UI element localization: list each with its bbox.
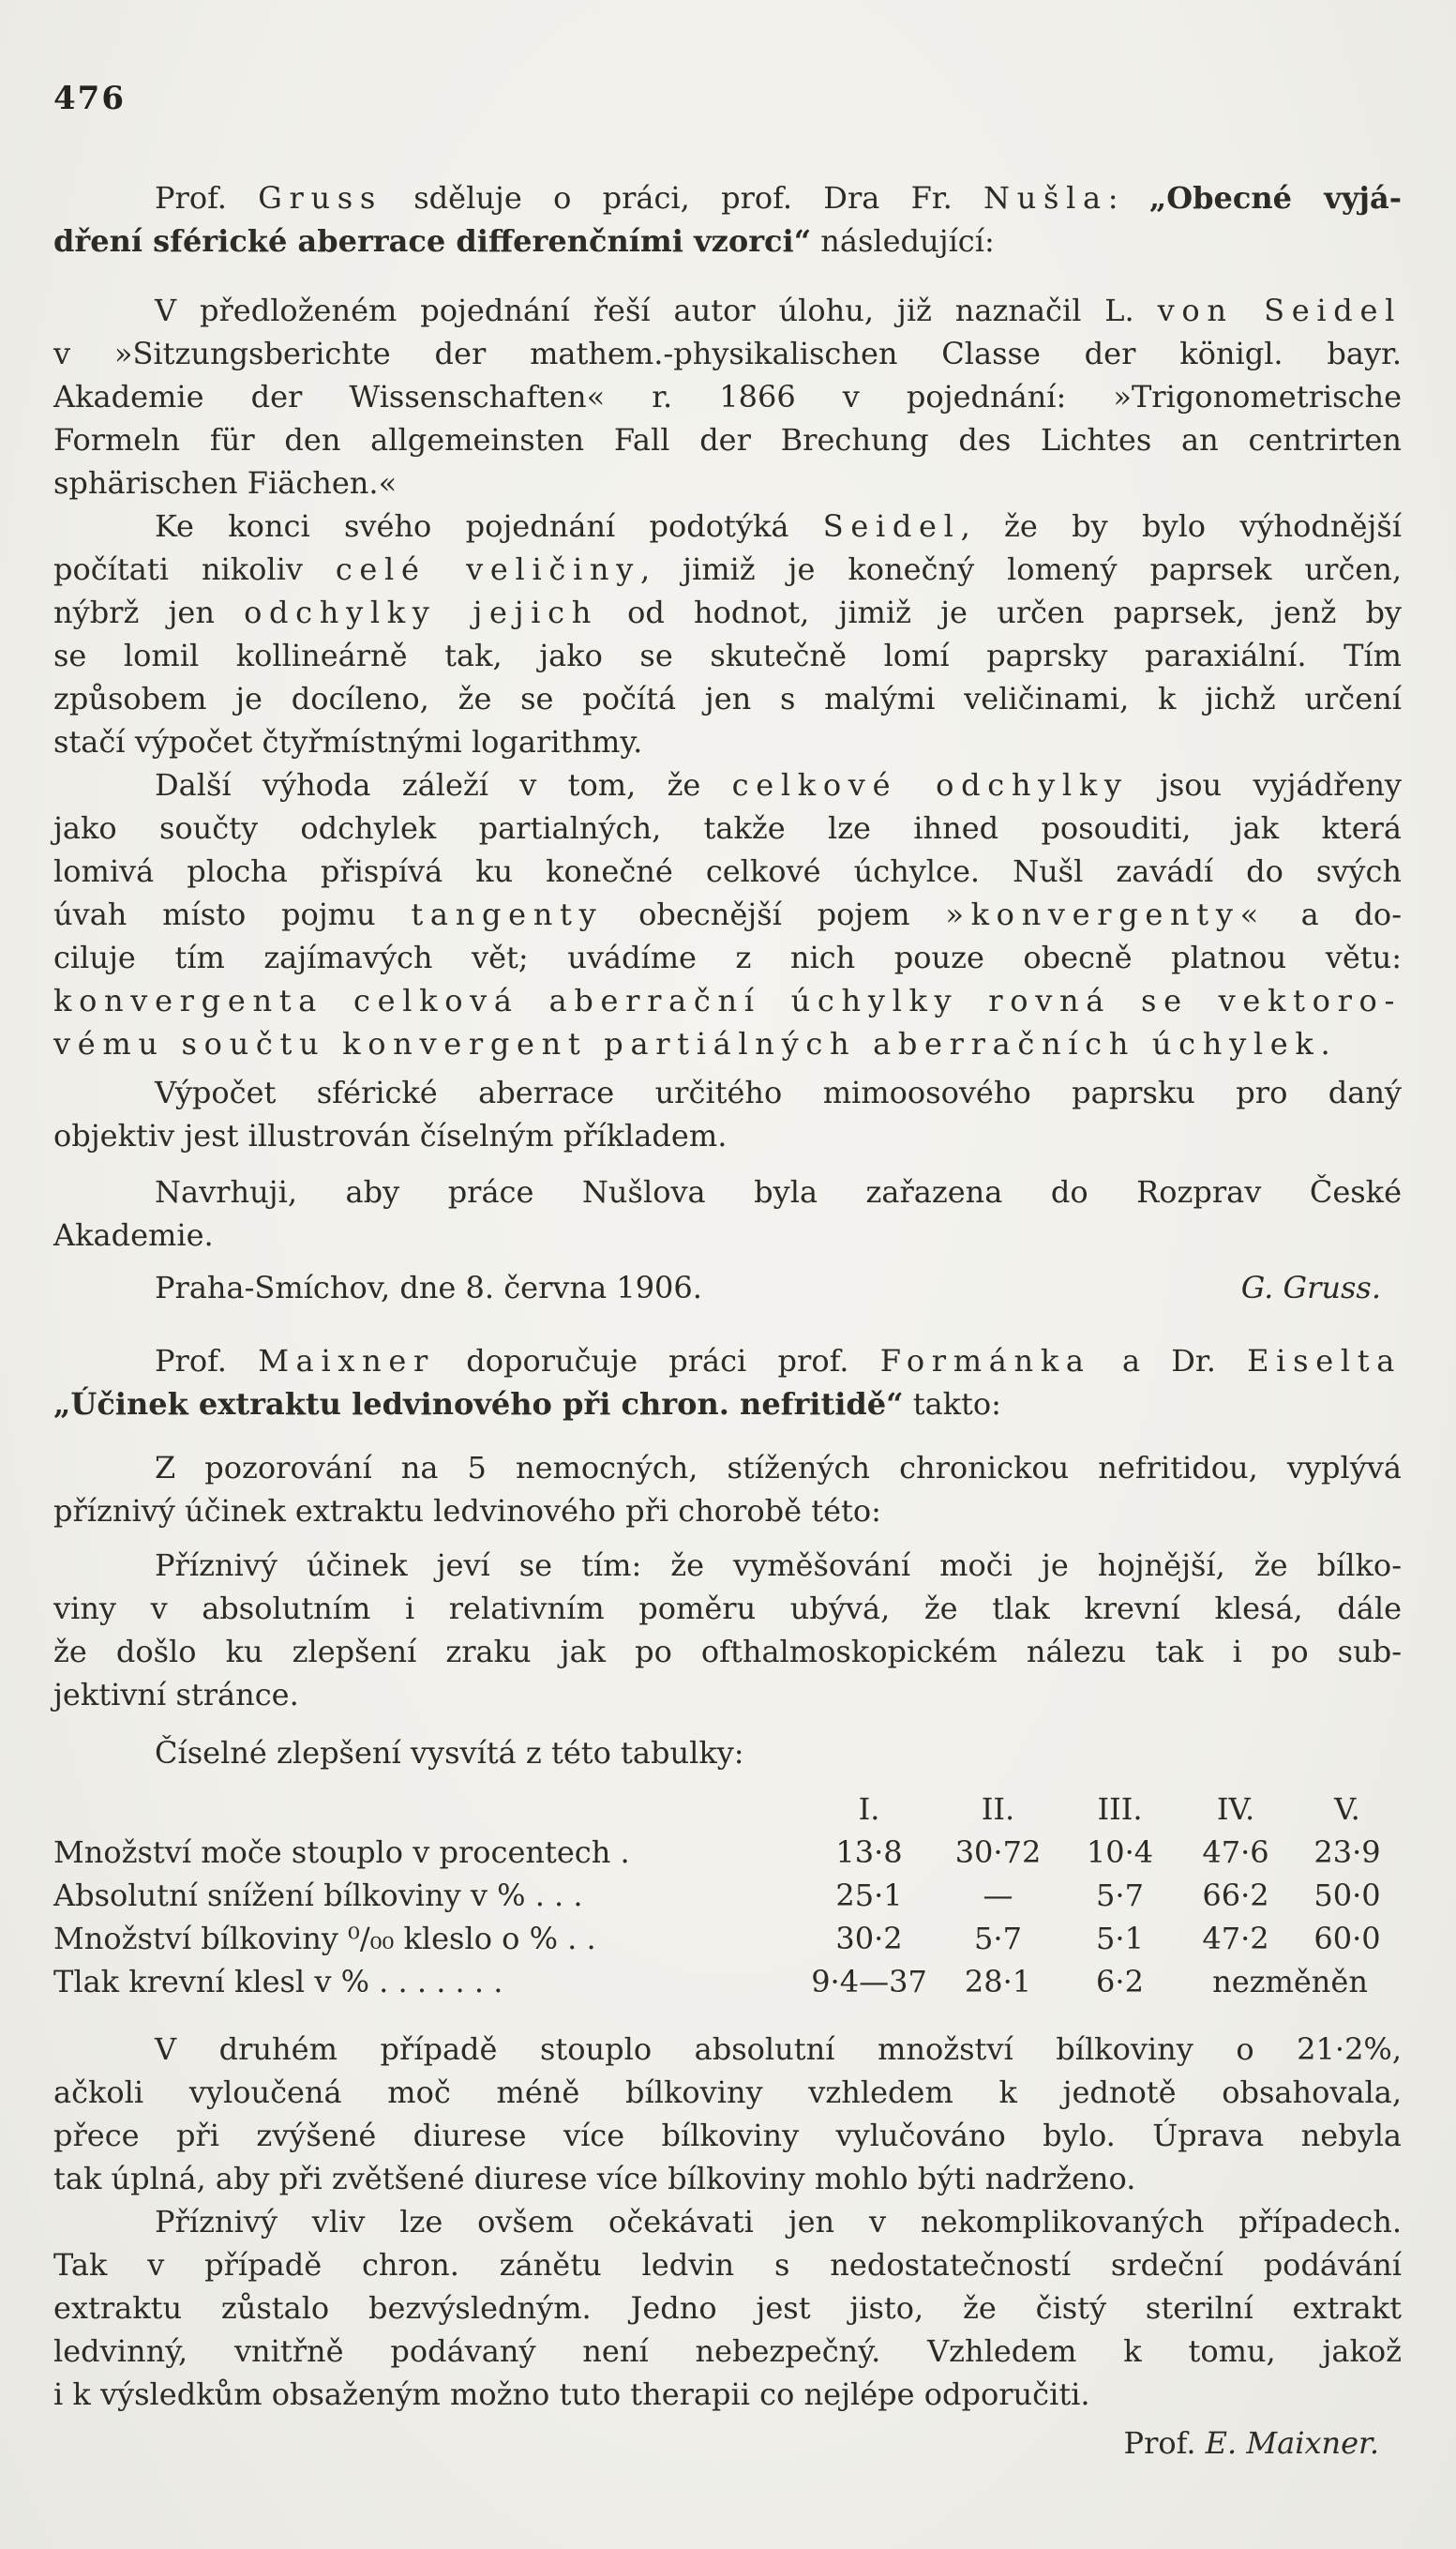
column-header: III. xyxy=(1097,1791,1143,1827)
work-title-bold: „Obecné vyjá- xyxy=(1148,180,1403,216)
spaced-term: celkové odchylky xyxy=(731,767,1129,803)
row-label: Množství moče stouplo v procentech . xyxy=(53,1834,630,1870)
text-line xyxy=(53,807,1402,850)
text-segment: počítati nikoliv xyxy=(53,551,336,587)
text-segment: : xyxy=(1107,180,1149,216)
paragraph-table-lead-in xyxy=(53,1731,1402,1774)
row-label: Tlak krevní klesl v % . . . . . . . xyxy=(53,1964,503,1999)
table-cell: 30·72 xyxy=(954,1834,1042,1870)
text-segment: i k výsledkům obsaženým možno tuto therapii co nejlépe odporučiti. xyxy=(53,2376,1090,2412)
text-segment: sděluje o práci, prof. Dra Fr. xyxy=(382,180,984,216)
table-cell: 5·1 xyxy=(1096,1921,1144,1956)
paragraph-effects xyxy=(53,1544,1402,1716)
text-line xyxy=(53,1587,1402,1630)
text-segment: Z pozorování na 5 nemocných, stížených chronickou nefritidou, vyplývá xyxy=(155,1450,1402,1486)
text-line xyxy=(53,176,1402,219)
spaced-name-gruss: Gruss xyxy=(258,180,383,216)
table-row xyxy=(53,1960,1402,2003)
text-line xyxy=(53,591,1402,634)
text-line xyxy=(53,850,1402,893)
table-header-empty xyxy=(53,1787,803,1831)
text-line xyxy=(53,2286,1402,2330)
text-segment: Tak v případě chron. zánětu ledvin s nedostatečností srdeční podávání xyxy=(53,2247,1402,2283)
text-segment: viny v absolutním i relativním poměru ubývá, že tlak krevní klesá, dále xyxy=(53,1591,1402,1626)
table-cell: 60·0 xyxy=(1313,1921,1381,1956)
text-segment: jako součty odchylek partialných, takže lze ihned posouditi, jak která xyxy=(53,810,1402,846)
spaced-name-seidel: Seidel xyxy=(822,508,961,544)
table-cell: 23·9 xyxy=(1313,1834,1381,1870)
text-segment: V předloženém pojednání řeší autor úlohu, již naznačil L. xyxy=(155,293,1158,328)
row-label: Absolutní snížení bílkoviny v % . . . xyxy=(53,1878,583,1913)
table-cell: — xyxy=(983,1878,1013,1913)
text-line xyxy=(53,2028,1402,2071)
table-cell: 13·8 xyxy=(835,1834,903,1870)
table-cell: nezměněn xyxy=(1212,1964,1368,1999)
text-segment: obecnější pojem xyxy=(603,897,946,932)
table-row xyxy=(53,1874,1402,1917)
work-title-bold: „Účinek extraktu ledvinového při chron. nefritidě“ xyxy=(53,1386,904,1422)
text-segment: způsobem je docíleno, že se počítá jen s malými veličinami, k jichž určení xyxy=(53,681,1402,716)
text-segment: , jimiž je konečný lomený paprsek určen, xyxy=(639,551,1403,587)
signature-line xyxy=(53,2421,1402,2465)
text-segment: nýbrž jen xyxy=(53,595,245,630)
text-line xyxy=(53,2243,1402,2286)
text-segment: a Dr. xyxy=(1090,1343,1248,1379)
text-line xyxy=(53,763,1402,807)
text-line xyxy=(53,634,1402,677)
signature-maixner: E. Maixner. xyxy=(1205,2425,1379,2461)
spaced-name-von-seidel: von Seidel xyxy=(1157,293,1402,328)
table-cell: 28·1 xyxy=(964,1964,1032,1999)
date-and-signature-line xyxy=(53,1266,1402,1309)
text-line xyxy=(53,1630,1402,1673)
text-segment: lomivá plocha přispívá ku konečné celkové úchylce. Nušl zavádí do svých xyxy=(53,853,1402,889)
work-title-bold: dření sférické aberrace differenčními vzorci“ xyxy=(53,223,812,259)
table-cell: 25·1 xyxy=(835,1878,903,1913)
paragraph-proposal xyxy=(53,1170,1402,1257)
spaced-term: »konvergenty« xyxy=(945,897,1266,932)
text-segment: Ke konci svého pojednání podotýká xyxy=(155,508,823,544)
text-segment: Výpočet sférické aberrace určitého mimoosového paprsku pro daný xyxy=(155,1075,1402,1110)
text-segment: od hodnot, jimiž je určen paprsek, jenž by xyxy=(598,595,1403,630)
text-segment: , že by bylo výhodnější xyxy=(960,508,1402,544)
text-segment: doporučuje práci prof. xyxy=(434,1343,880,1379)
signature-prefix: Prof. xyxy=(1123,2425,1206,2461)
text-segment: a do- xyxy=(1265,897,1403,932)
table-cell: 47·6 xyxy=(1202,1834,1269,1870)
text-line xyxy=(53,1544,1402,1587)
text-segment: Formeln für den allgemeinsten Fall der Brechung des Lichtes an centrirten xyxy=(53,422,1402,458)
text-line xyxy=(53,461,1402,505)
place-date: Praha-Smíchov, dne 8. června 1906. xyxy=(155,1270,702,1305)
text-line xyxy=(53,219,1402,263)
table-cell: 30·2 xyxy=(835,1921,903,1956)
text-line xyxy=(53,1071,1402,1114)
text-line xyxy=(53,2373,1402,2416)
column-header: II. xyxy=(981,1791,1015,1827)
spaced-term: celé veličiny xyxy=(335,551,640,587)
table-cell: 50·0 xyxy=(1313,1878,1381,1913)
paragraph-conclusion xyxy=(53,2200,1402,2416)
text-segment: jektivní stránce. xyxy=(53,1677,299,1712)
text-segment: Příznivý účinek jeví se tím: že vyměšování moči je hojnější, že bílko- xyxy=(155,1547,1402,1583)
column-header: IV. xyxy=(1216,1791,1255,1827)
text-line xyxy=(53,1382,1402,1425)
text-segment: stačí výpočet čtyřmístnými logarithmy. xyxy=(53,724,643,760)
text-line xyxy=(53,720,1402,763)
text-line xyxy=(53,893,1402,936)
paragraph-example xyxy=(53,1071,1402,1157)
text-line xyxy=(53,1489,1402,1532)
text-segment: se lomil kollineárně tak, jako se skutečně lomí paprsky paraxiální. Tím xyxy=(53,638,1402,673)
spaced-theorem: konvergenta celková aberrační úchylky rovná se vektoro- xyxy=(53,983,1402,1018)
text-segment: přece při zvýšené diurese více bílkoviny vylučováno bylo. Úprava nebyla xyxy=(53,2118,1402,2153)
text-line xyxy=(53,2157,1402,2200)
paragraph-seidel-remark xyxy=(53,505,1402,763)
text-line xyxy=(53,1339,1402,1382)
text-line xyxy=(53,1214,1402,1257)
text-segment: ačkoli vyloučená moč méně bílkoviny vzhledem k jednotě obsahovala, xyxy=(53,2074,1402,2110)
text-line xyxy=(53,1022,1402,1065)
text-line xyxy=(53,677,1402,720)
paragraph-maixner-intro xyxy=(53,1339,1402,1425)
text-segment: Příznivý vliv lze ovšem očekávati jen v nekomplikovaných případech. xyxy=(155,2204,1402,2240)
spaced-theorem: vému součtu konvergent partiálných aberračních úchylek. xyxy=(53,1026,1338,1062)
text-segment: objektiv jest illustrován číselným příkladem. xyxy=(53,1118,728,1154)
text-line xyxy=(53,979,1402,1022)
text-line xyxy=(53,289,1402,332)
page-content xyxy=(53,176,1402,2465)
text-segment: úvah místo pojmu xyxy=(53,897,412,932)
column-header: V. xyxy=(1334,1791,1360,1827)
text-line xyxy=(53,2330,1402,2373)
text-line xyxy=(53,2114,1402,2157)
text-line xyxy=(53,548,1402,591)
paragraph-seidel-reference xyxy=(53,289,1402,505)
results-table xyxy=(53,1787,1402,2003)
spaced-name-eiselt: Eiselta xyxy=(1247,1343,1403,1379)
text-segment: extraktu zůstalo bezvýsledným. Jedno jest jisto, že čistý sterilní extrakt xyxy=(53,2290,1402,2326)
table-cell: 5·7 xyxy=(974,1921,1022,1956)
paragraph-gruss-intro xyxy=(53,176,1402,263)
table-cell: 9·4—37 xyxy=(811,1964,927,1999)
text-segment: jsou vyjádřeny xyxy=(1128,767,1403,803)
text-line xyxy=(53,375,1402,418)
text-segment: Navrhuji, aby práce Nušlova byla zařazena do Rozprav České xyxy=(155,1174,1402,1210)
table-cell: 47·2 xyxy=(1202,1921,1269,1956)
text-segment: Akademie. xyxy=(53,1217,214,1253)
text-segment: v »Sitzungsberichte der mathem.-physikalischen Classe der königl. bayr. xyxy=(53,336,1402,371)
row-label: Množství bílkoviny ⁰/₀₀ kleslo o % . . xyxy=(53,1921,596,1956)
spaced-term: tangenty xyxy=(411,897,604,932)
paragraph-advantages xyxy=(53,763,1402,1065)
spaced-name-formanek: Formánka xyxy=(879,1343,1091,1379)
table-cell: 6·2 xyxy=(1096,1964,1144,1999)
text-segment: Další výhoda záleží v tom, že xyxy=(155,767,732,803)
text-line xyxy=(53,936,1402,979)
table-cell: 10·4 xyxy=(1086,1834,1154,1870)
text-line xyxy=(53,418,1402,461)
text-segment: že došlo ku zlepšení zraku jak po ofthalmoskopickém nálezu tak i po sub- xyxy=(53,1634,1402,1669)
table-cell: 66·2 xyxy=(1202,1878,1269,1913)
text-segment: ciluje tím zajímavých vět; uvádíme z nich pouze obecně platnou větu: xyxy=(53,940,1402,975)
spaced-term: odchylky jejich xyxy=(244,595,598,630)
text-line xyxy=(53,1114,1402,1157)
text-segment: příznivý účinek extraktu ledvinového při chorobě této: xyxy=(53,1493,881,1529)
text-line xyxy=(53,332,1402,375)
spaced-name-nusla: Nušla xyxy=(983,180,1108,216)
text-segment: tak úplná, aby při zvětšené diurese více bílkoviny mohlo býti nadrženo. xyxy=(53,2161,1136,2196)
text-segment: V druhém případě stouplo absolutní množství bílkoviny o 21·2%, xyxy=(155,2031,1402,2067)
spaced-name-maixner: Maixner xyxy=(258,1343,435,1379)
table-header-row xyxy=(53,1787,1402,1831)
paragraph-observation xyxy=(53,1446,1402,1532)
text-segment: Prof. xyxy=(155,1343,259,1379)
text-line xyxy=(53,2200,1402,2243)
text-line xyxy=(53,2071,1402,2114)
text-line xyxy=(53,505,1402,548)
text-line xyxy=(53,1673,1402,1716)
text-segment: ledvinný, vnitřně podávaný není nebezpečný. Vzhledem k tomu, jakož xyxy=(53,2333,1402,2369)
text-segment: Číselné zlepšení vysvítá z této tabulky: xyxy=(155,1735,744,1771)
text-segment: Prof. xyxy=(155,180,259,216)
page-number: 476 xyxy=(53,80,126,117)
text-line xyxy=(53,1446,1402,1489)
text-segment: Akademie der Wissenschaften« r. 1866 v pojednání: »Trigonometrische xyxy=(53,379,1402,415)
text-segment: následující: xyxy=(811,223,995,259)
text-segment: sphärischen Fiächen.« xyxy=(53,465,398,501)
signature-gruss: G. Gruss. xyxy=(1240,1270,1381,1305)
column-header: I. xyxy=(858,1791,880,1827)
text-segment: takto: xyxy=(903,1386,1001,1422)
paragraph-second-case xyxy=(53,2028,1402,2200)
text-line xyxy=(53,1731,1402,1774)
text-line xyxy=(53,1170,1402,1214)
table-cell: 5·7 xyxy=(1096,1878,1144,1913)
table-row xyxy=(53,1917,1402,1960)
table-row xyxy=(53,1831,1402,1874)
